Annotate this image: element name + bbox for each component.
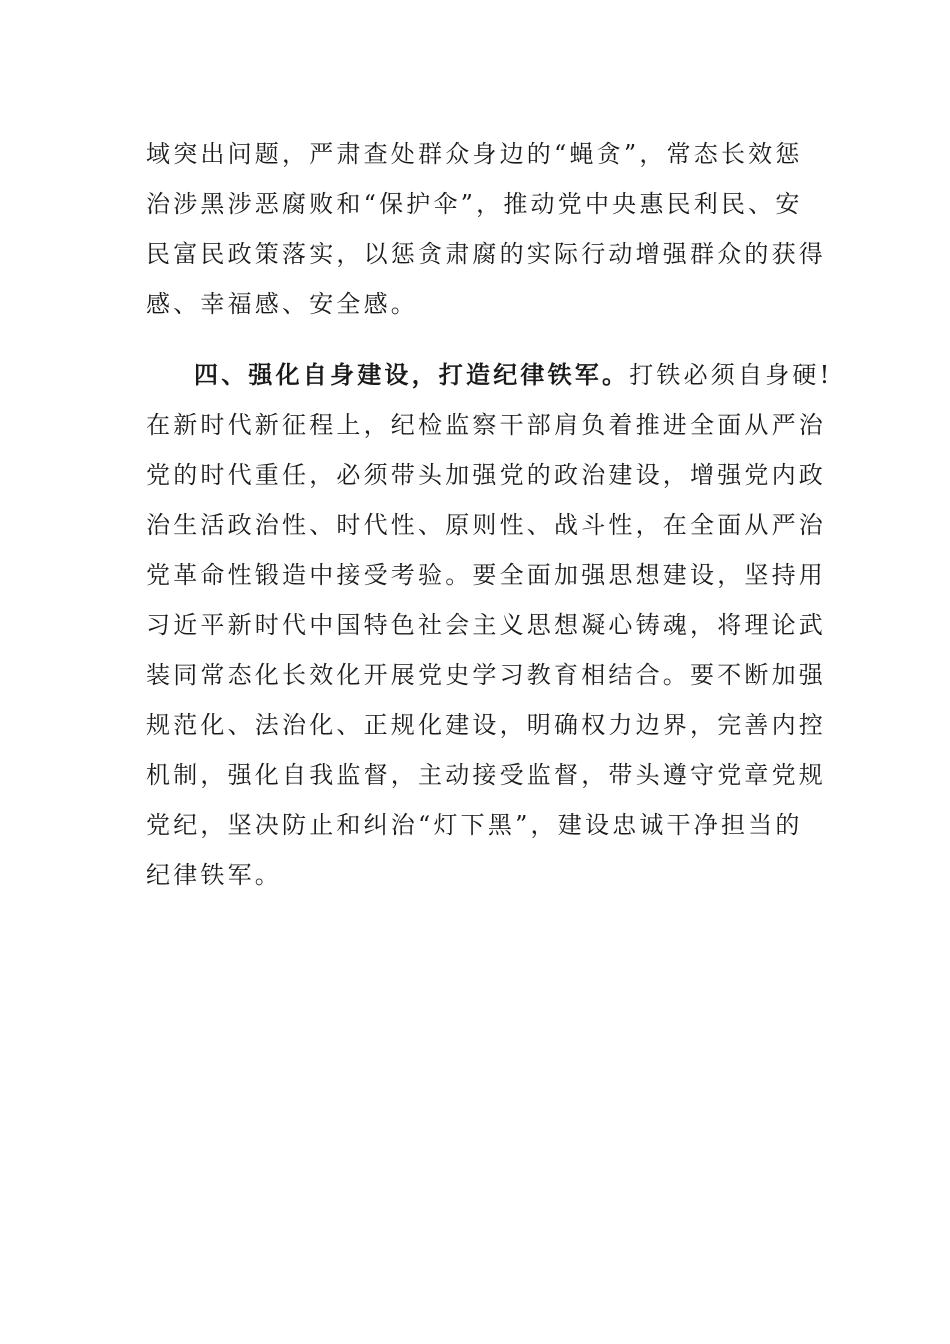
- heading-followup-text: 打铁必须自身硬!: [629, 361, 833, 389]
- paragraph-first-line: [146, 350, 833, 400]
- text-line: 习近平新时代中国特色社会主义思想凝心铸魂，将理论武: [146, 611, 826, 639]
- text-line: 党的时代重任，必须带头加强党的政治建设，增强党内政: [146, 461, 826, 489]
- text-line: 装同常态化长效化开展党史学习教育相结合。要不断加强: [146, 661, 826, 689]
- text-line: 规范化、法治化、正规化建设，明确权力边界，完善内控: [146, 711, 826, 739]
- text-line: 纪律铁军。: [146, 861, 282, 889]
- paragraph-section-four: [146, 350, 833, 900]
- text-line: 感、幸福感、安全感。: [146, 290, 418, 318]
- text-line: 治涉黑涉恶腐败和“保护伞”，推动党中央惠民利民、安: [146, 190, 803, 218]
- text-line: 民富民政策落实，以惩贪肃腐的实际行动增强群众的获得: [146, 240, 826, 268]
- section-heading: 四、强化自身建设，打造纪律铁军。: [194, 361, 630, 389]
- paragraph-continuation: [146, 129, 826, 329]
- text-line: 域突出问题，严肃查处群众身边的“蝇贪”，常态长效惩: [146, 140, 803, 168]
- text-line: 机制，强化自我监督，主动接受监督，带头遵守党章党规: [146, 761, 826, 789]
- text-line: 在新时代新征程上，纪检监察干部肩负着推进全面从严治: [146, 411, 826, 439]
- text-line: 党纪，坚决防止和纠治“灯下黑”，建设忠诚干净担当的: [146, 811, 803, 839]
- text-line: 治生活政治性、时代性、原则性、战斗性，在全面从严治: [146, 511, 826, 539]
- paragraph-gap: [146, 329, 816, 350]
- text-line: 党革命性锻造中接受考验。要全面加强思想建设，坚持用: [146, 561, 826, 589]
- document-body: [146, 129, 833, 900]
